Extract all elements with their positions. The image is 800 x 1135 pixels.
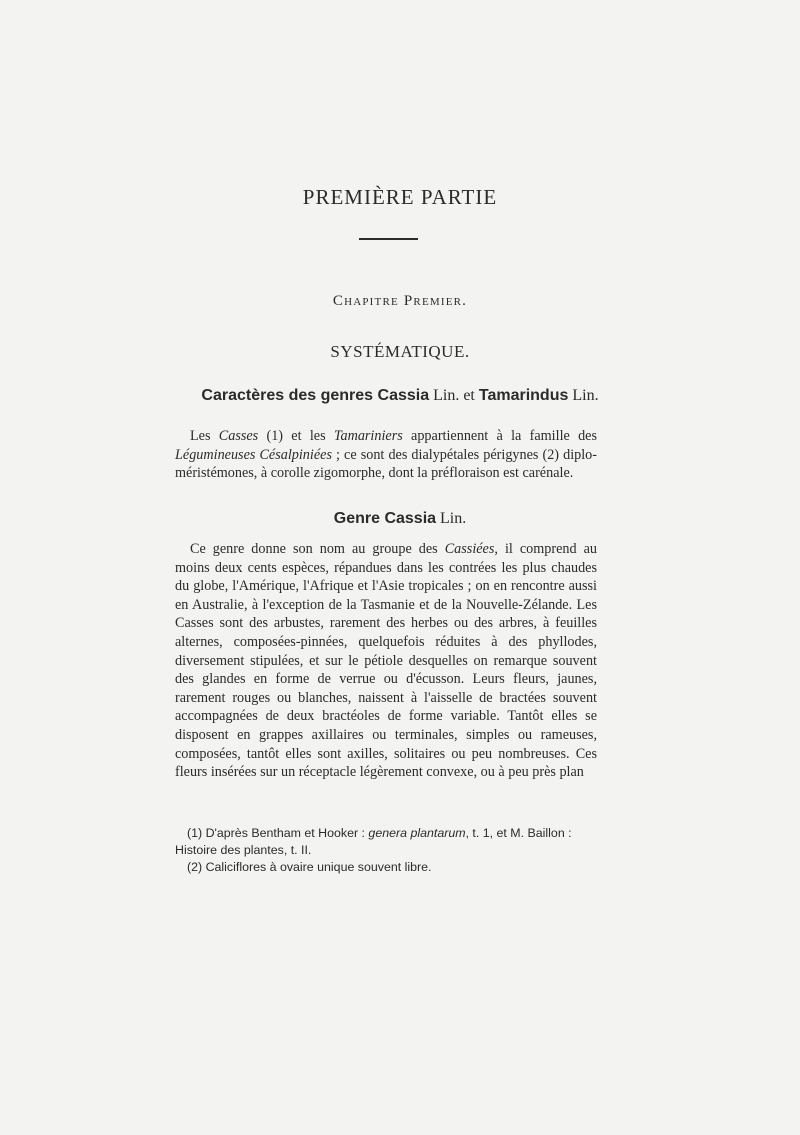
paragraph-families bbox=[175, 427, 597, 483]
heading-genres-author2: Lin. bbox=[568, 387, 599, 404]
footnote-2 bbox=[175, 859, 600, 876]
heading-genres bbox=[0, 385, 800, 407]
paragraph1-text-1: Les bbox=[190, 428, 219, 444]
paragraph2-text-2: , il comprend au moins deux cents espèces, répandues dans les contrées les plus chaudes du globe, l'Amérique, l'Afrique et l'Asie tropicales ; on en rencontre aussi en Australie, à l'exception de la Tasmanie et de la Nouvelle-Zélande. Les Casses sont des arbustes, rarement des herbes ou des arbres, à feuilles alternes, composées-pinnées, quelquefois réduites à des phyllodes, diversement stipulées, et sur le pétiole desquelles on remarque souvent des glandes en forme de verrue ou d'écusson. Leurs fleurs, jaunes, rarement rouges ou blanches, naissent à l'aisselle de bractées souvent accompagnées de deux bractéoles de forme variable. Tantôt elles se disposent en grappes axillaires ou terminales, simples ou rameuses, composées, tantôt elles sont axilles, solitaires ou peu nombreuses. Ces fleurs insérées sur un réceptacle légèrement convexe, ou à peu près plan bbox=[175, 541, 597, 781]
heading-genres-part2: Tamarindus bbox=[478, 387, 569, 404]
paragraph2-italic-cassiees: Cassiées bbox=[444, 541, 495, 557]
paragraph-genre-description bbox=[175, 540, 597, 782]
footnote1-text-1: (1) D'après Bentham et Hooker : bbox=[187, 826, 369, 840]
footnote2-text-1: (2) Caliciflores à ovaire unique souvent libre. bbox=[187, 860, 432, 874]
paragraph2-text-1: Ce genre donne son nom au groupe des bbox=[190, 541, 445, 557]
part-title: PREMIÈRE PARTIE bbox=[302, 185, 498, 209]
heading-genre-cassia-text: Genre Cassia bbox=[333, 510, 437, 527]
footnote-1 bbox=[175, 825, 600, 859]
heading-genres-conjunction: et bbox=[459, 387, 479, 404]
heading-genres-author1: Lin. bbox=[429, 387, 460, 404]
paragraph1-text-4: ; ce sont des dialypétales périgynes (2) diplo-méristémones, à corolle zigomorphe, dont la préfloraison est carénale. bbox=[175, 446, 597, 482]
paragraph1-text-3: appartiennent à la famille des bbox=[402, 428, 597, 444]
paragraph1-italic-tamariniers: Tamariniers bbox=[333, 428, 403, 444]
heading-genre-cassia bbox=[0, 508, 800, 530]
paragraph1-text-2: (1) et les bbox=[258, 428, 334, 444]
footnote1-text-2: , t. 1, et M. Baillon : Histoire des plantes, t. II. bbox=[175, 826, 572, 857]
paragraph1-italic-legumineuses: Légumineuses Césalpiniées bbox=[175, 446, 332, 463]
footnote1-italic-genera: genera plantarum bbox=[368, 826, 466, 840]
paragraph1-italic-casses: Casses bbox=[218, 428, 259, 444]
heading-genres-part1: Caractères des genres Cassia bbox=[201, 387, 430, 404]
section-title: SYSTÉMATIQUE. bbox=[330, 342, 470, 361]
title-rule bbox=[359, 238, 418, 240]
chapter-title: Chapitre Premier. bbox=[332, 293, 468, 309]
heading-genre-cassia-author: Lin. bbox=[436, 510, 467, 527]
